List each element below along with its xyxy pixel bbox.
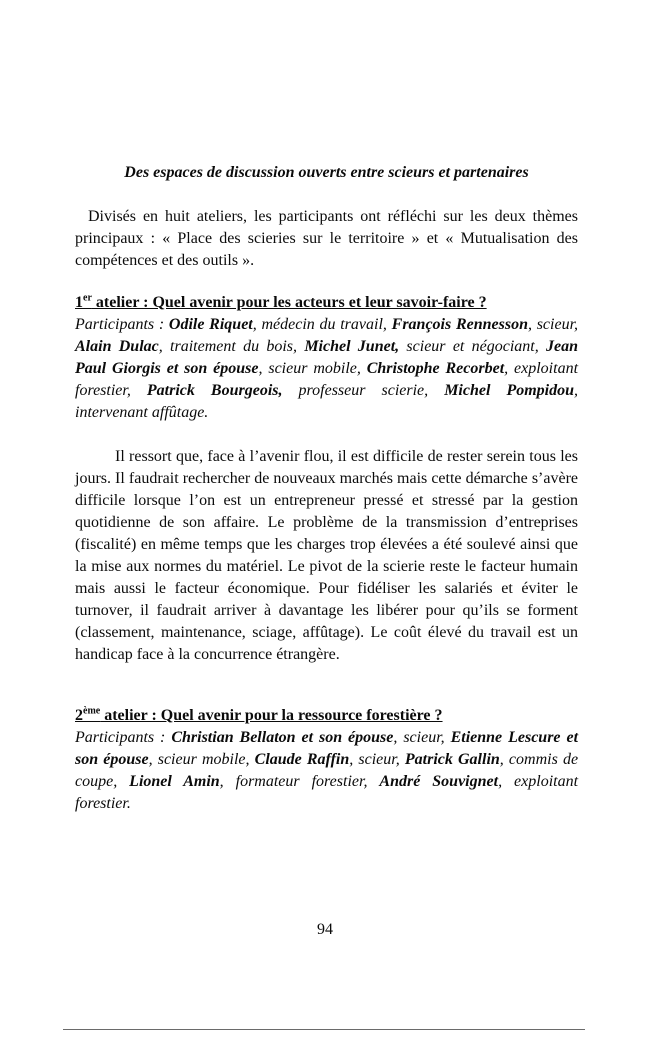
text-segment: Patrick Gallin [404, 751, 500, 768]
text-segment: Lionel Amin [129, 773, 220, 790]
text-segment: Alain Dulac [75, 338, 159, 355]
scan-edge-line [63, 1029, 585, 1030]
atelier1-heading-title: atelier : Quel avenir pour les acteurs et leur savoir-faire ? [91, 294, 487, 311]
text-segment: André Souvignet [379, 773, 499, 790]
intro-paragraph: Divisés en huit ateliers, les participants ont réfléchi sur les deux thèmes principaux : « Place des scieries sur le territoire » et « Mutualisation des compétences et des outils ». [75, 208, 578, 269]
text-column [75, 0, 578, 815]
atelier1-heading [75, 292, 578, 314]
text-segment: , scieur, [527, 316, 579, 333]
text-segment: Etienne Lescure et son épouse [75, 729, 579, 768]
text-segment: Patrick Bourgeois, [146, 382, 283, 399]
atelier1-heading-number: 1 [75, 294, 83, 311]
text-segment: , intervenant affûtage. [75, 382, 578, 421]
text-segment: François Rennesson [391, 316, 528, 333]
atelier2-heading [75, 705, 578, 727]
text-segment: Participants : [75, 729, 172, 746]
atelier2-heading-number: 2 [75, 707, 83, 724]
text-segment: , commis de coupe, [75, 751, 579, 790]
text-segment: Participants : [75, 316, 169, 333]
atelier2-participants [75, 727, 578, 815]
text-segment: Christian Bellaton et son épouse [171, 729, 394, 746]
atelier1-summary-paragraph: Il ressort que, face à l’avenir flou, il est difficile de rester serein tous les jours. Il faudrait rechercher de nouveaux marchés mais cette démarche s’avère difficile lorsque l’on est un entrepreneur pressé et stressé par la gestion quotidienne de son affaire. Le problème de la transmission d’entreprises (fiscalité) en même temps que les charges trop élevées a été soulevé ainsi que la mise aux normes du matériel. Le pivot de la scierie reste le facteur humain mais aussi le facteur économique. Pour fidéliser les salariés et éviter le turnover, il faudrait arriver à davantage les libérer pour qu’ils se forment (classement, maintenance, sciage, affûtage). Le coût élevé du travail est un handicap face à la concurrence étrangère. [75, 448, 578, 663]
text-segment: Michel Pompidou [444, 382, 574, 399]
page-number: 94 [317, 921, 333, 938]
text-segment: , exploitant forestier. [75, 773, 579, 812]
atelier1-participants [75, 314, 578, 424]
text-segment: , médecin du travail, [252, 316, 392, 333]
document-title: Des espaces de discussion ouverts entre scieurs et partenaires [124, 164, 529, 181]
atelier1-heading-text [75, 294, 487, 311]
atelier2-heading-title: atelier : Quel avenir pour la ressource forestière ? [100, 707, 443, 724]
text-segment: , exploitant forestier, [75, 360, 579, 399]
atelier1-heading-ordinal: er [83, 292, 92, 304]
text-segment: , traitement du bois, [158, 338, 305, 355]
text-segment: , scieur mobile, [258, 360, 367, 377]
text-segment: , scieur, [393, 729, 451, 746]
text-segment: , scieur mobile, [148, 751, 255, 768]
text-segment: Odile Riquet [168, 316, 253, 333]
text-segment: Claude Raffin [254, 751, 350, 768]
text-segment: scieur et négociant, [399, 338, 547, 355]
text-segment: Jean Paul Giorgis et son épouse [75, 338, 579, 377]
atelier2-heading-ordinal: ème [83, 705, 101, 717]
text-segment: Christophe Recorbet [366, 360, 505, 377]
text-segment: , formateur forestier, [219, 773, 380, 790]
text-segment: Michel Junet, [304, 338, 400, 355]
text-segment: , scieur, [349, 751, 405, 768]
atelier2-heading-text [75, 707, 443, 724]
text-segment: professeur scierie, [282, 382, 445, 399]
